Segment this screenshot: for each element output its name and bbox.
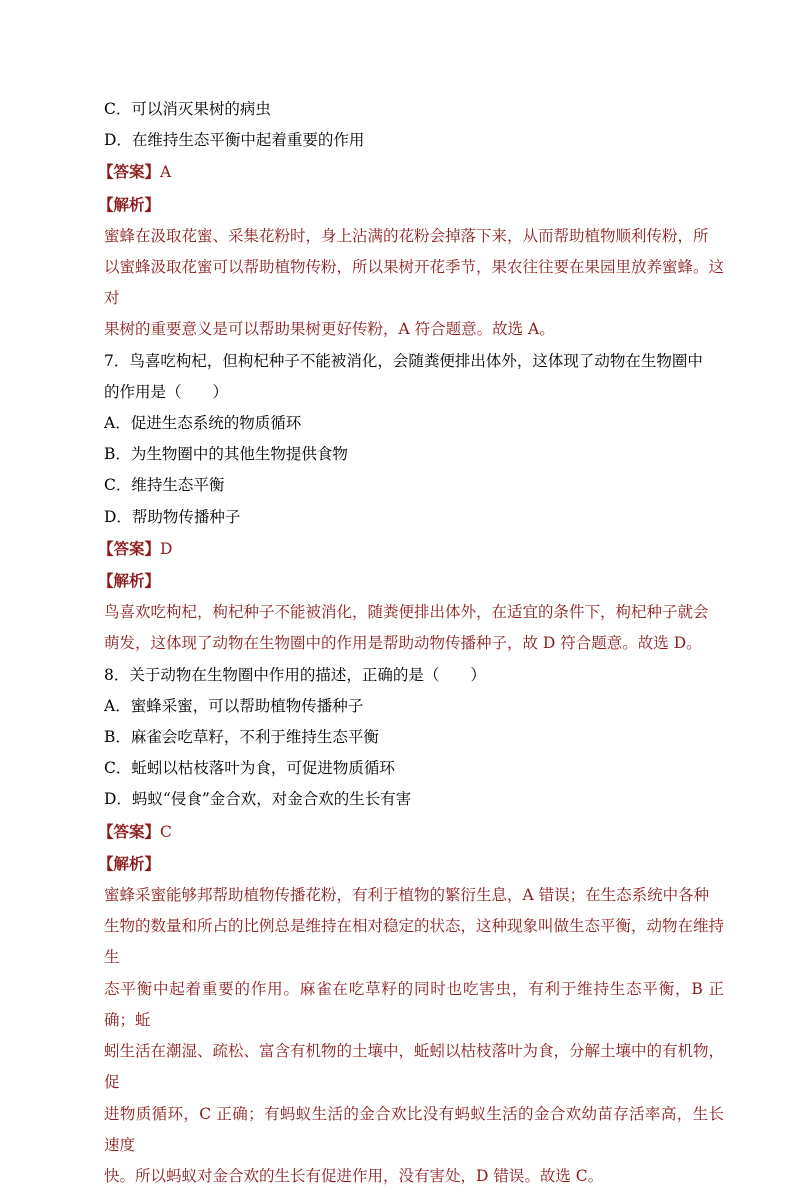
q6-answer-row <box>98 156 724 188</box>
q8-analysis-line: 蚓生活在潮湿、疏松、富含有机物的土壤中，蚯蚓以枯枝落叶为食，分解土壤中的有机物，促 <box>104 1042 725 1092</box>
q8-stem <box>104 660 724 691</box>
q7-answer-value: D <box>160 539 173 558</box>
q7-option-a: A．促进生态系统的物质循环 <box>104 414 302 433</box>
q8-analysis-line: 快。所以蚂蚁对金合欢的生长有促进作用，没有害处，D 错误。故选 C。 <box>104 1166 604 1185</box>
q7-analysis-text <box>104 597 724 659</box>
q7-analysis-tag: 【解析】 <box>98 571 161 591</box>
q6-answer-value: A <box>160 163 172 182</box>
q7-option-d: D．帮助物传播种子 <box>104 507 241 526</box>
q6-analysis-tag: 【解析】 <box>98 194 161 214</box>
q8-analysis-line: 生物的数量和所占的比例总是维持在相对稳定的状态，这种现象叫做生态平衡，动物在维持生 <box>104 917 725 967</box>
q8-analysis-tag: 【解析】 <box>98 853 161 873</box>
page-content <box>98 94 725 1192</box>
q8-answer-value: C <box>160 822 172 841</box>
q8-analysis-line: 进物质循环，C 正确；有蚂蚁生活的金合欢比没有蚂蚁生活的金合欢幼苗存活率高，生长速度 <box>104 1104 724 1154</box>
q6-analysis-row <box>98 189 724 221</box>
q6-analysis-line: 果树的重要意义是可以帮助果树更好传粉，A 符合题意。故选 A。 <box>104 320 555 339</box>
q7-stem-line: 7．鸟喜吃枸杞，但枸杞种子不能被消化，会随粪便排出体外，这体现了动物在生物圈中 <box>104 351 703 370</box>
q8-option-a: A．蜜蜂采蜜，可以帮助植物传播种子 <box>104 696 364 715</box>
q6-option-c: C．可以消灭果树的病虫 <box>104 100 271 118</box>
q7-stem-line: 的作用是（ ） <box>104 382 229 401</box>
q7-stem <box>104 346 724 408</box>
q7-analysis-row <box>98 565 724 597</box>
q7-answer-row <box>98 533 724 565</box>
q7-option-b: B．为生物圈中的其他生物提供食物 <box>104 445 348 464</box>
q6-analysis-text <box>104 221 724 346</box>
q8-analysis-row <box>98 848 724 880</box>
q8-analysis-line: 蜜蜂采蜜能够邦帮助植物传播花粉，有利于植物的繁衍生息，A 错误；在生态系统中各种 <box>104 886 710 905</box>
q6-option-d: D．在维持生态平衡中起着重要的作用 <box>104 131 365 150</box>
q8-analysis-text <box>104 880 724 1192</box>
q6-answer-tag: 【答案】 <box>98 162 161 182</box>
q8-answer-row <box>98 816 724 848</box>
q7-analysis-line: 鸟喜欢吃枸杞，枸杞种子不能被消化，随粪便排出体外，在适宜的条件下，枸杞种子就会 <box>104 603 709 622</box>
q8-option-c: C．蚯蚓以枯枝落叶为食，可促进物质循环 <box>104 759 395 778</box>
q7-answer-tag: 【答案】 <box>98 538 161 558</box>
q8-answer-tag: 【答案】 <box>98 821 161 841</box>
q7-analysis-line: 萌发，这体现了动物在生物圈中的作用是帮助动物传播种子，故 D 符合题意。故选 D。 <box>104 634 702 653</box>
q6-analysis-line: 蜜蜂在汲取花蜜、采集花粉时，身上沾满的花粉会掉落下来，从而帮助植物顺利传粉，所 <box>104 226 709 245</box>
q8-analysis-line: 态平衡中起着重要的作用。麻雀在吃草籽的同时也吃害虫，有利于维持生态平衡，B 正确；蚯 <box>104 979 724 1029</box>
q8-option-d: D．蚂蚁“侵食”金合欢，对金合欢的生长有害 <box>104 790 412 809</box>
q8-stem-line: 8．关于动物在生物圈中作用的描述，正确的是（ ） <box>104 665 486 684</box>
q7-option-c: C．维持生态平衡 <box>104 476 225 495</box>
q8-option-b: B．麻雀会吃草籽，不利于维持生态平衡 <box>104 728 379 747</box>
q6-analysis-line: 以蜜蜂汲取花蜜可以帮助植物传粉，所以果树开花季节，果农往往要在果园里放养蜜蜂。这对 <box>104 258 725 308</box>
